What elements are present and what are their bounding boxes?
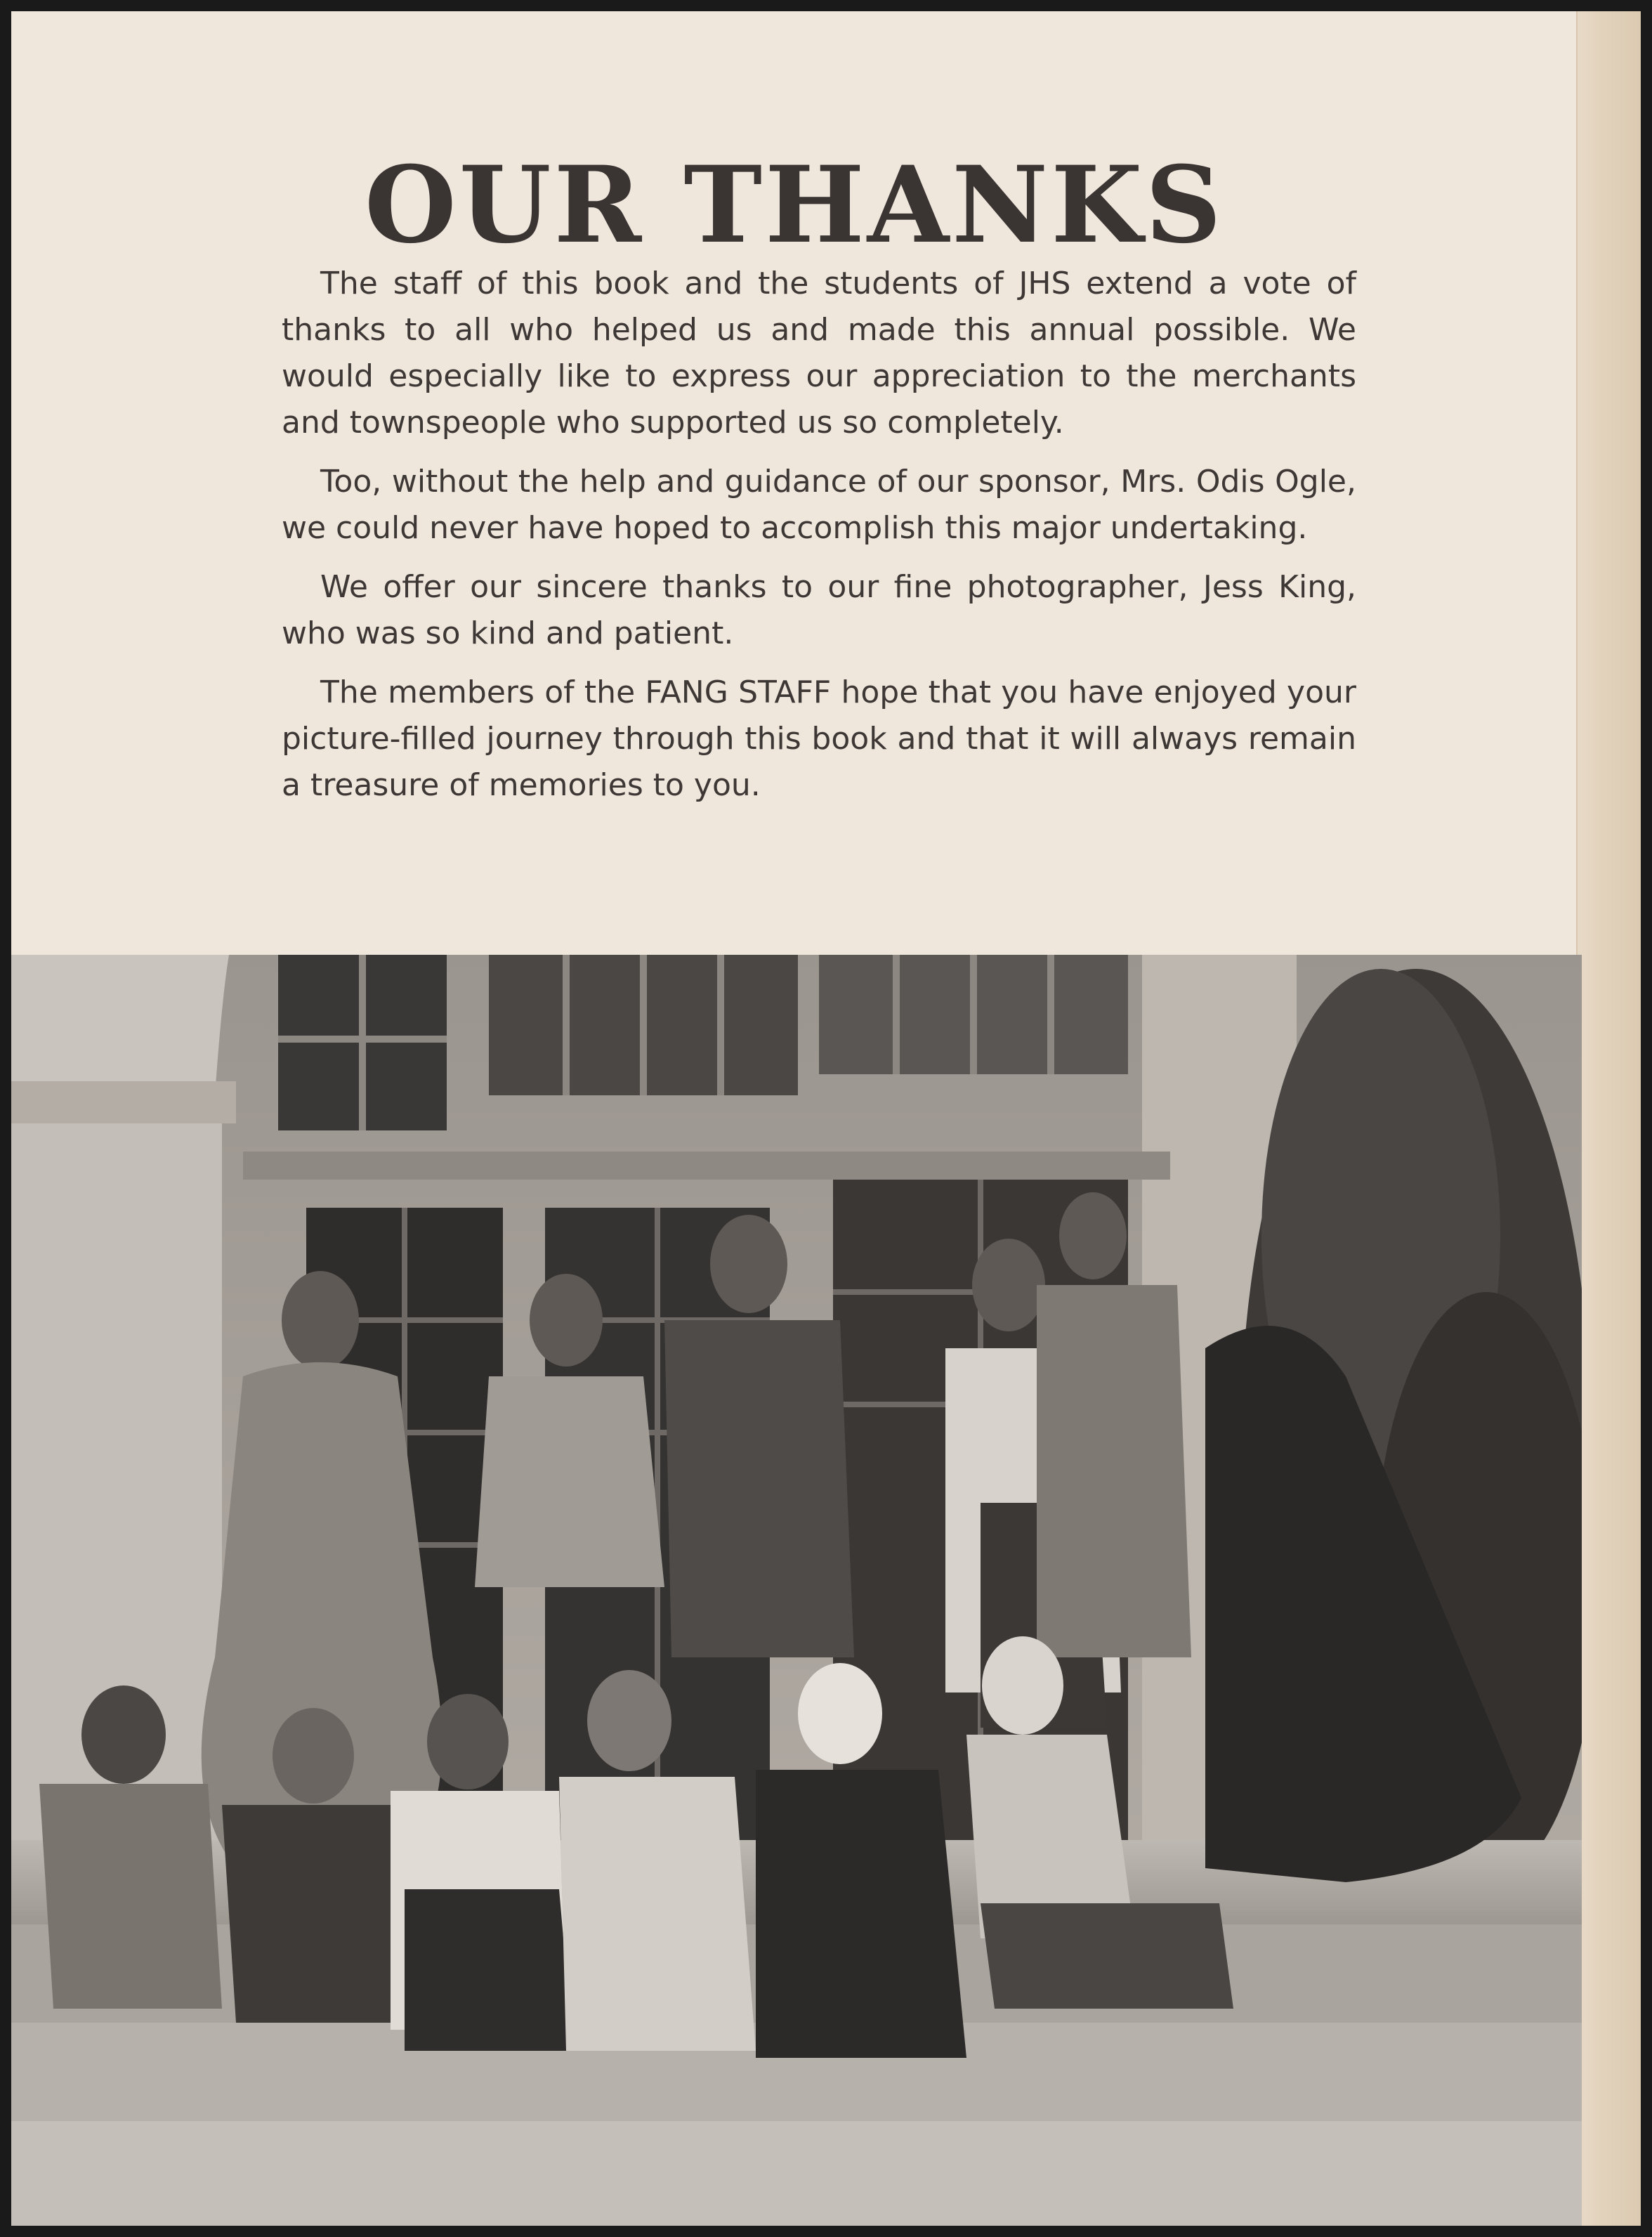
paragraph-staff-thanks: The staff of this book and the students of JHS extend a vote of thanks to all who helped us and made this annual possible. We would especially like to express our appreciation to the merchants and townspeople who supported us so completely. (282, 266, 1356, 441)
thanks-text (282, 261, 1356, 821)
paragraph-photographer: We offer our sincere thanks to our fine photographer, Jess King, who was so kind and patient. (282, 569, 1356, 651)
page-title: OUR THANKS (365, 143, 1224, 267)
yearbook-page (11, 11, 1641, 2226)
students-photo (11, 955, 1582, 2226)
paragraph-closing: The members of the FANG STAFF hope that you have enjoyed your picture-filled journey through this book and that it will always remain a treasure of memories to you. (282, 674, 1356, 803)
paragraph-sponsor: Too, without the help and guidance of our sponsor, Mrs. Odis Ogle, we could never have hoped to accomplish this major undertaking. (282, 464, 1356, 546)
page-edge (1576, 11, 1641, 2226)
students-photo-illustration (11, 955, 1582, 2226)
